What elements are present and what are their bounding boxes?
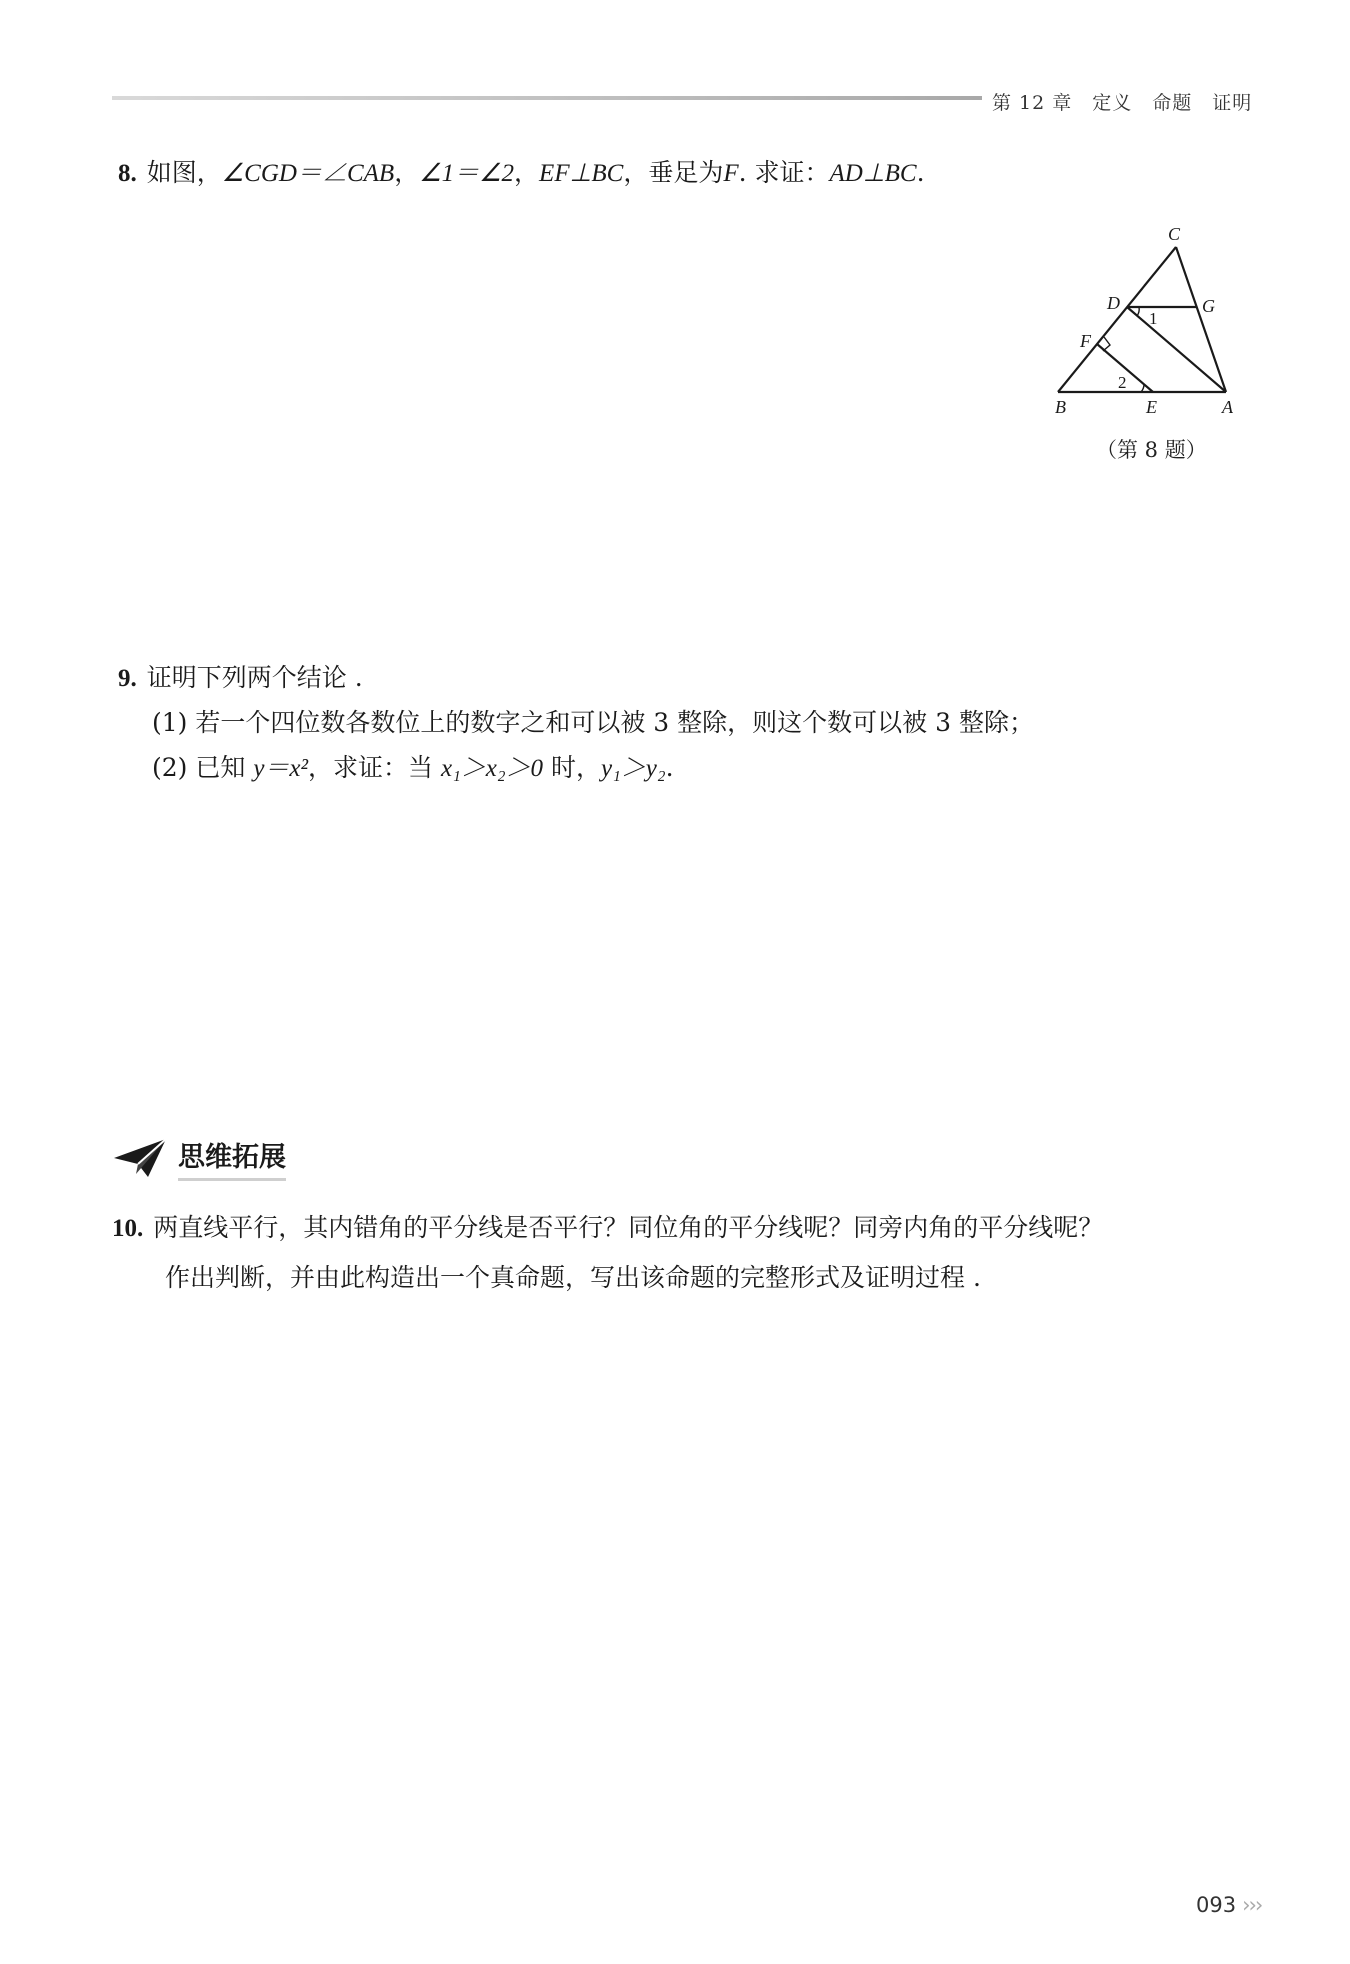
q10-line-2: 作出判断，并由此构造出一个真命题，写出该命题的完整形式及证明过程 . xyxy=(165,1263,981,1292)
q8-text: ， xyxy=(394,158,420,187)
page-number xyxy=(1196,1893,1261,1917)
q8-text: . xyxy=(916,158,925,187)
q8-text: 如图， xyxy=(146,158,222,187)
q8-math: ∠1＝∠2 xyxy=(419,160,515,187)
question-number: 9. xyxy=(118,665,137,692)
q9-condition: x₁＞x₂＞0 xyxy=(440,755,544,782)
label-D: D xyxy=(1107,293,1120,313)
label-C: C xyxy=(1168,225,1181,244)
q8-text: ， xyxy=(514,158,540,187)
chapter-header: 第 12 章 定义 命题 证明 xyxy=(992,92,1253,114)
q8-text: ，垂足为 xyxy=(623,158,724,187)
q9-part2-end: . xyxy=(665,753,674,782)
q9-part2-prefix: (2) 已知 xyxy=(152,753,254,782)
figure-caption: （第 8 题） xyxy=(1096,438,1207,462)
q8-text: . 求证： xyxy=(738,158,830,187)
label-F: F xyxy=(1080,331,1091,351)
q9-part-2 xyxy=(152,745,674,792)
q9-part-1: (1) 若一个四位数各数位上的数字之和可以被 3 整除，则这个数可以被 3 整除； xyxy=(152,708,1034,737)
question-10 xyxy=(112,1205,1103,1252)
paper-plane-icon xyxy=(112,1136,168,1180)
q8-math: AD⊥BC xyxy=(829,160,917,187)
q9-conclusion: y₁＞y₂ xyxy=(601,755,666,782)
q9-part2-mid: ，求证：当 xyxy=(308,753,441,782)
q9-title: 证明下列两个结论 . xyxy=(146,663,363,692)
angle-2-arc xyxy=(1141,384,1144,392)
q8-math: F xyxy=(723,160,739,187)
q10-line-1: 两直线平行，其内错角的平分线是否平行？同位角的平分线呢？同旁内角的平分线呢？ xyxy=(153,1213,1104,1242)
section-heading xyxy=(112,1135,286,1181)
question-number: 10. xyxy=(112,1215,144,1242)
question-8 xyxy=(118,150,925,197)
label-B: B xyxy=(1055,397,1066,417)
page-number-value: 093 xyxy=(1196,1893,1237,1917)
q8-math: EF⊥BC xyxy=(539,160,624,187)
label-angle-2: 2 xyxy=(1118,373,1127,392)
question-9 xyxy=(118,655,363,702)
label-angle-1: 1 xyxy=(1149,309,1158,328)
label-E: E xyxy=(1146,397,1157,417)
segment-BC xyxy=(1058,247,1176,392)
label-G: G xyxy=(1202,296,1215,316)
header-rule xyxy=(112,96,982,100)
angle-1-arc xyxy=(1137,307,1139,316)
q8-math: ∠CGD＝∠CAB xyxy=(221,160,395,187)
label-A: A xyxy=(1222,397,1233,417)
chevron-icon: ››› xyxy=(1242,1893,1262,1917)
q9-formula: y＝x² xyxy=(253,755,309,782)
triangle-figure xyxy=(1040,225,1250,425)
q9-part2-when: 时， xyxy=(543,753,601,782)
section-title: 思维拓展 xyxy=(178,1135,286,1181)
question-number: 8. xyxy=(118,160,137,187)
